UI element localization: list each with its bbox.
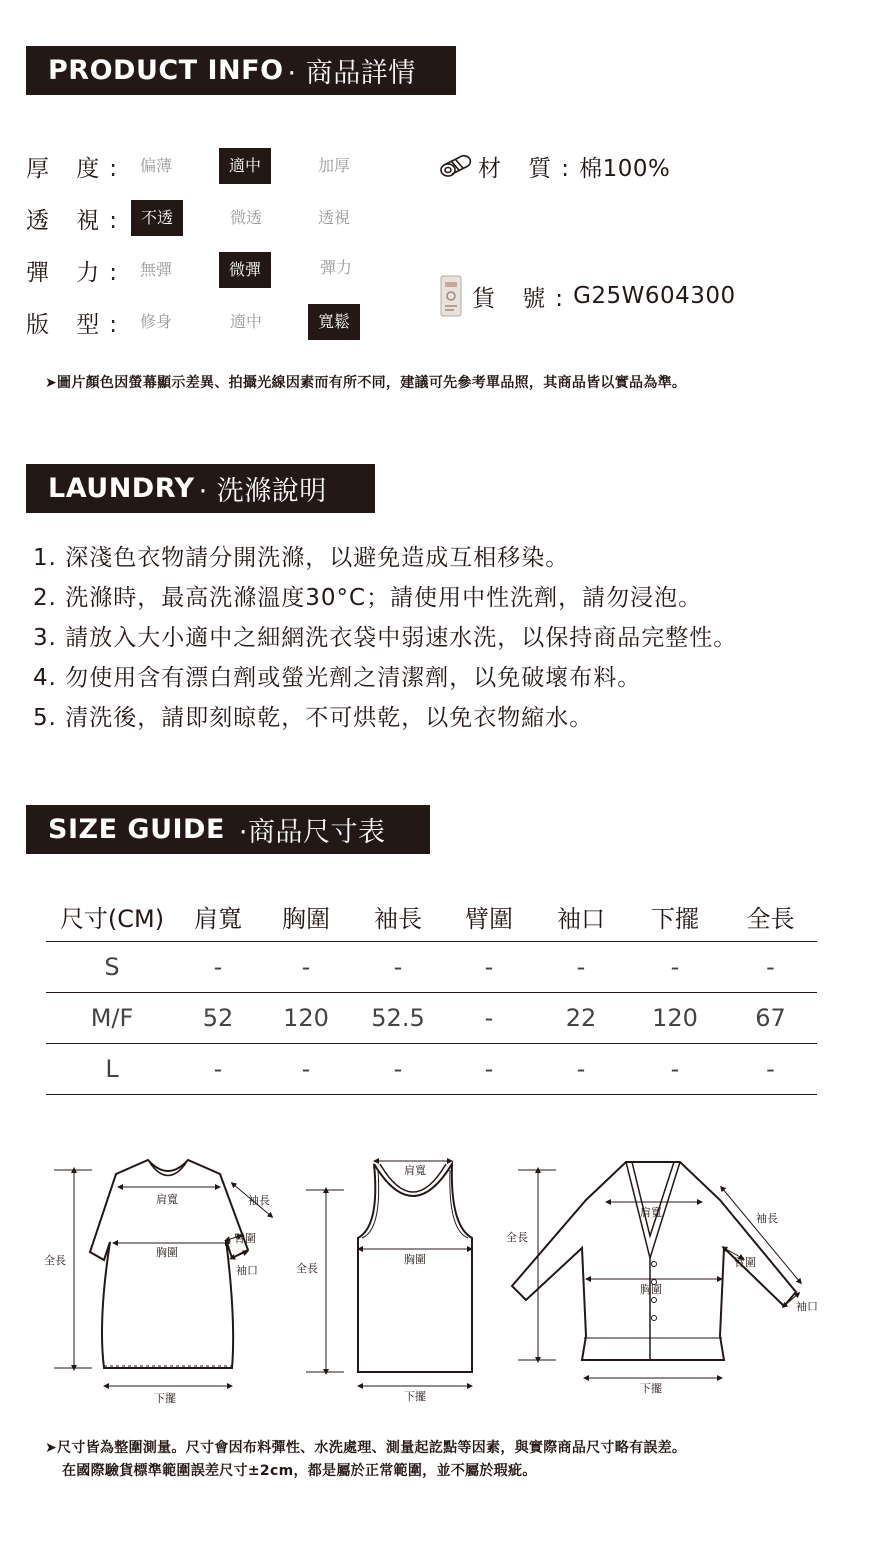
table-cell: 120 [626,992,724,1043]
table-cell: - [354,941,442,992]
attribute-option-selected: 寬鬆 [308,304,360,340]
table-cell: 120 [258,992,354,1043]
material-label: 材 質: [478,155,580,182]
diagram-label: 全長 [296,1262,318,1275]
table-cell: - [724,941,817,992]
table-cell: - [536,941,626,992]
diagram-label: 臂圍 [234,1232,256,1245]
diagram-label: 下擺 [154,1392,176,1405]
attribute-option: 偏薄 [140,156,173,175]
attribute-option: 透視 [318,208,351,227]
size-disclaimer: ➤尺寸皆為整圍測量。尺寸會因布料彈性、水洗處理、測量起訖點等因素，與實際商品尺寸略有誤差。 [45,1440,687,1456]
banner-title-en: SIZE GUIDE [48,814,225,845]
laundry-instructions [33,538,737,738]
table-cell: 22 [536,992,626,1043]
table-header-row [46,893,817,941]
diagram-label: 胸圍 [156,1246,178,1259]
table-cell: - [536,1043,626,1094]
list-item: 5. 清洗後，請即刻晾乾，不可烘乾，以免衣物縮水。 [33,705,594,731]
banner-title-zh: · 洗滌說明 [198,476,327,507]
column-header: 尺寸(CM) [46,893,178,941]
table-row [46,941,817,992]
attribute-option: 修身 [140,312,173,331]
material-value: 棉100% [579,155,671,182]
banner-title-en: PRODUCT INFO [48,55,284,86]
product-info-banner [26,46,456,95]
yarn-spool-icon [438,153,472,179]
tank-diagram [306,1161,472,1386]
color-disclaimer: ➤圖片顏色因螢幕顯示差異、拍攝光線因素而有所不同，建議可先參考單品照，其商品皆以實品為準。 [45,375,687,391]
attribute-option: 加厚 [318,156,351,175]
diagram-label: 臂圍 [734,1256,756,1269]
diagram-label: 袖口 [236,1264,258,1277]
list-item: 4. 勿使用含有漂白劑或螢光劑之清潔劑，以免破壞布料。 [33,665,642,691]
list-item: 2. 洗滌時，最高洗滌溫度30°C；請使用中性洗劑，請勿浸泡。 [33,585,703,611]
table-cell: S [46,941,178,992]
banner-title-en: LAUNDRY [48,473,195,504]
table-cell: 52.5 [354,992,442,1043]
attribute-row-fit [26,304,141,340]
table-cell: - [354,1043,442,1094]
table-cell: L [46,1043,178,1094]
table-cell: - [626,941,724,992]
tag-icon [438,274,464,318]
banner-title-zh: ·商品尺寸表 [238,817,386,848]
table-cell: - [258,1043,354,1094]
column-header: 袖口 [536,893,626,941]
measurement-diagrams [0,1140,875,1420]
column-header: 全長 [724,893,817,941]
attribute-option: 微透 [230,208,263,227]
material-spec [438,148,670,184]
table-cell: - [178,1043,258,1094]
attribute-label: 透 視: [26,207,128,234]
attribute-label: 厚 度: [26,155,128,182]
item-number-label: 貨 號: [472,285,574,312]
diagram-label: 袖長 [756,1212,778,1225]
column-header: 臂圍 [442,893,536,941]
attribute-option-selected: 適中 [219,148,271,184]
column-header: 肩寬 [178,893,258,941]
attribute-option: 適中 [230,312,263,331]
diagram-label: 下擺 [404,1390,426,1403]
attribute-row-thickness [26,148,141,184]
table-row [46,992,817,1043]
table-cell: - [258,941,354,992]
item-number-value: G25W604300 [573,283,736,309]
table-cell: - [626,1043,724,1094]
attribute-row-elasticity [26,252,141,288]
diagram-label: 全長 [44,1254,66,1267]
attribute-option-selected: 不透 [131,200,183,236]
list-item: 3. 請放入大小適中之細網洗衣袋中弱速水洗，以保持商品完整性。 [33,625,738,651]
cardigan-diagram [512,1162,800,1378]
diagram-label: 肩寬 [640,1206,662,1219]
table-cell: - [724,1043,817,1094]
item-number-spec [438,276,736,316]
table-cell: - [442,941,536,992]
column-header: 袖長 [354,893,442,941]
diagram-label: 肩寬 [404,1164,426,1177]
attribute-option: 彈力 [320,258,353,277]
size-guide-banner [26,805,430,854]
diagram-label: 袖口 [796,1300,818,1313]
attribute-option-selected: 微彈 [219,252,271,288]
diagram-label: 全長 [506,1231,528,1244]
diagram-label: 肩寬 [156,1193,178,1206]
diagram-label: 下擺 [640,1382,662,1395]
size-tolerance-note: 在國際驗貨標準範圍誤差尺寸±2cm，都是屬於正常範圍，並不屬於瑕疵。 [62,1463,537,1479]
attribute-option: 無彈 [140,260,173,279]
diagram-label: 胸圍 [640,1283,662,1296]
attribute-label: 版 型: [26,311,128,338]
list-item: 1. 深淺色衣物請分開洗滌，以避免造成互相移染。 [33,545,570,571]
table-cell: 52 [178,992,258,1043]
laundry-banner [26,464,375,513]
diagram-label: 胸圍 [404,1253,426,1266]
table-cell: M/F [46,992,178,1043]
diagram-label: 袖長 [248,1194,270,1207]
attribute-label: 彈 力: [26,259,128,286]
table-cell: - [442,1043,536,1094]
table-cell: - [442,992,536,1043]
table-cell: 67 [724,992,817,1043]
table-row [46,1043,817,1094]
column-header: 胸圍 [258,893,354,941]
banner-title-zh: · 商品詳情 [287,58,416,89]
table-cell: - [178,941,258,992]
column-header: 下擺 [626,893,724,941]
attribute-row-transparency [26,200,141,236]
size-table [46,893,817,1095]
